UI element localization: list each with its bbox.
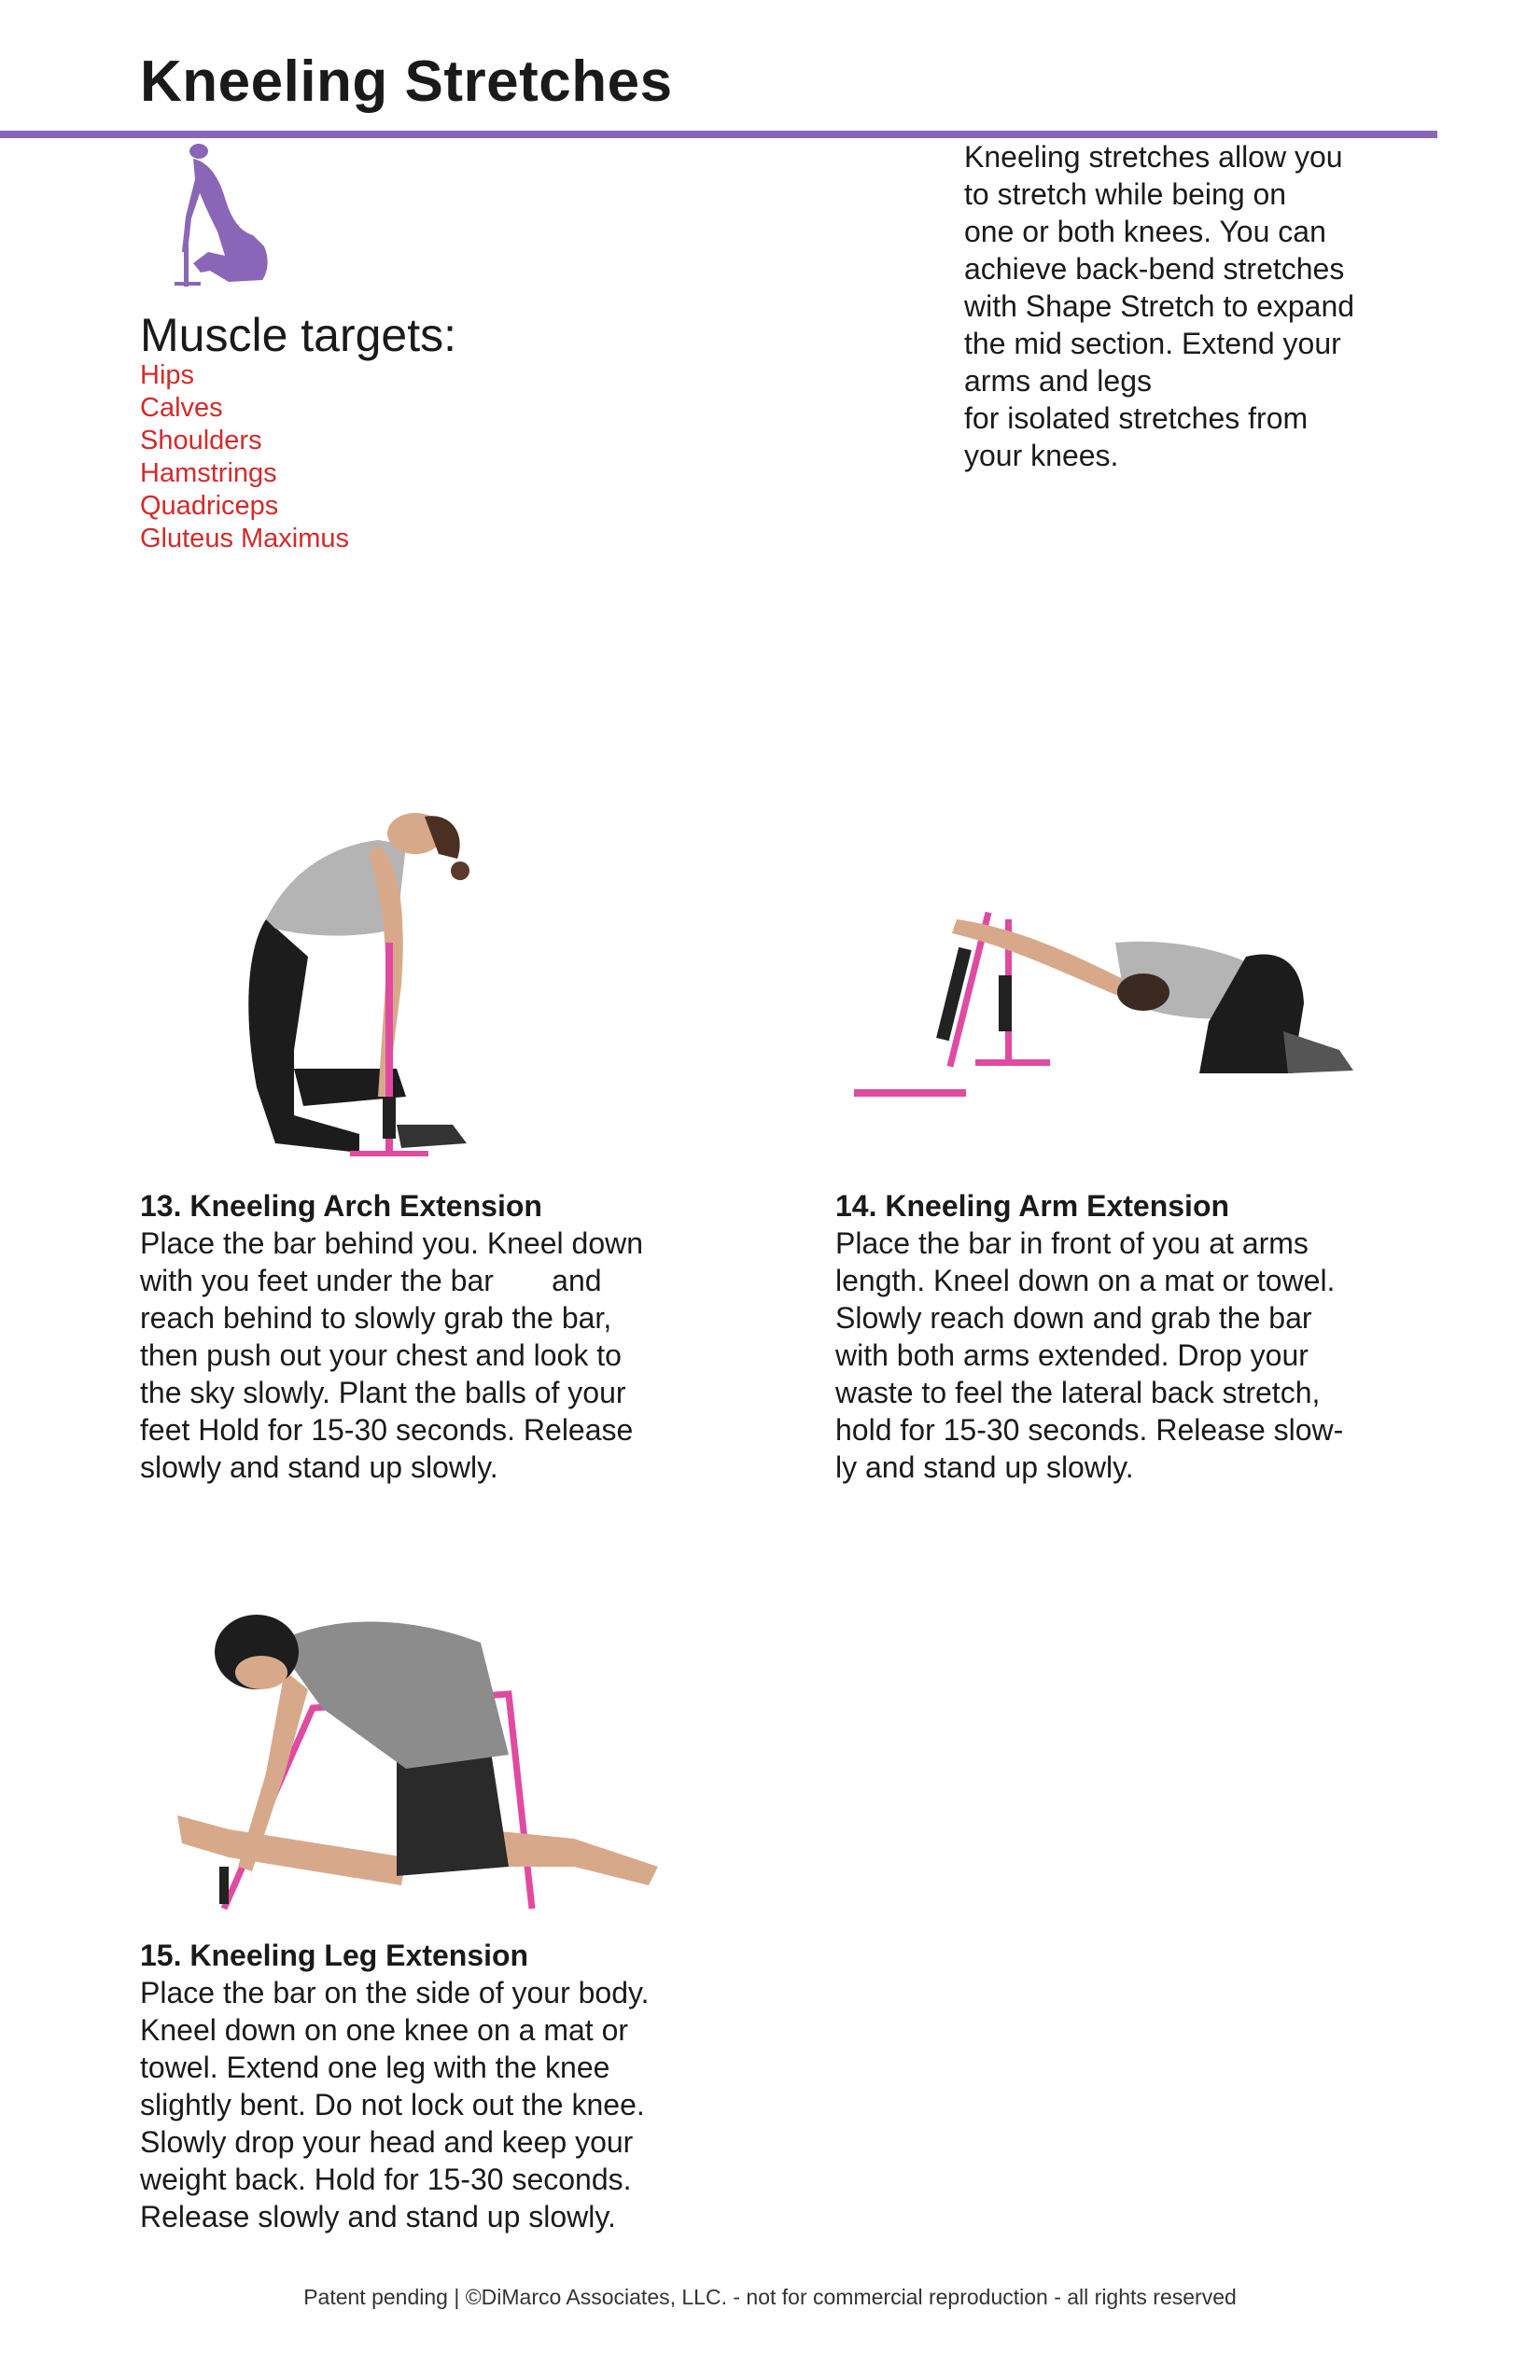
exercise-line: Slowly reach down and grab the bar	[835, 1301, 1312, 1335]
exercise-line: with both arms extended. Drop your	[835, 1338, 1309, 1372]
exercise-line: slowly and stand up slowly.	[140, 1450, 498, 1484]
exercise-line: the sky slowly. Plant the balls of your	[140, 1376, 626, 1409]
exercise-line: slightly bent. Do not lock out the knee.	[140, 2088, 645, 2121]
muscle-target: Shoulders	[140, 426, 262, 455]
exercise-heading: 13. Kneeling Arch Extension	[140, 1189, 542, 1223]
exercise-line: Place the bar behind you. Kneel down	[140, 1226, 644, 1260]
intro-line: to stretch while being on	[964, 177, 1287, 211]
intro-line: one or both knees. You can	[964, 215, 1326, 248]
kneeling-arch-extension-photo	[238, 789, 537, 1167]
muscle-target: Hamstrings	[140, 458, 277, 488]
exercise-line: Place the bar on the side of your body.	[140, 1976, 650, 2009]
muscle-target: Calves	[140, 393, 223, 423]
exercise-line: then push out your chest and look to	[140, 1338, 622, 1372]
kneeling-figure-icon	[173, 142, 275, 291]
exercise-line: weight back. Hold for 15-30 seconds.	[140, 2163, 632, 2196]
page-title: Kneeling Stretches	[140, 49, 673, 114]
intro-line: Kneeling stretches allow you	[964, 140, 1343, 174]
muscle-targets-list	[140, 359, 349, 555]
exercise-line: waste to feel the lateral back stretch,	[835, 1376, 1321, 1409]
intro-line: with Shape Stretch to expand	[964, 289, 1355, 323]
exercise-line: hold for 15-30 seconds. Release slow-	[835, 1413, 1344, 1447]
intro-line: achieve back-bend stretches	[964, 252, 1345, 286]
exercise-13-caption	[140, 1187, 700, 1486]
exercise-heading: 14. Kneeling Arm Extension	[835, 1189, 1230, 1223]
muscle-targets-heading: Muscle targets:	[140, 309, 457, 361]
intro-line: the mid section. Extend your	[964, 327, 1341, 360]
exercise-heading: 15. Kneeling Leg Extension	[140, 1939, 529, 1972]
exercise-14-caption	[835, 1187, 1414, 1486]
muscle-target: Quadriceps	[140, 491, 279, 521]
exercise-line: reach behind to slowly grab the bar,	[140, 1301, 612, 1335]
intro-line: for isolated stretches from	[964, 401, 1309, 435]
exercise-line: ly and stand up slowly.	[835, 1450, 1134, 1484]
footer-copyright: Patent pending | ©DiMarco Associates, LLC. - not for commercial reproduction - all rights reserved	[303, 2285, 1237, 2309]
intro-paragraph	[964, 138, 1421, 474]
exercise-line: towel. Extend one leg with the knee	[140, 2051, 610, 2084]
header-divider	[0, 131, 1437, 138]
intro-line: your knees.	[964, 439, 1119, 472]
muscle-target: Hips	[140, 360, 195, 390]
exercise-15-caption	[140, 1937, 719, 2235]
exercise-line: with you feet under the bar and	[140, 1264, 602, 1297]
kneeling-arm-extension-photo	[854, 891, 1391, 1106]
exercise-line: Slowly drop your head and keep your	[140, 2125, 634, 2159]
muscle-target: Gluteus Maximus	[140, 524, 350, 553]
exercise-line: feet Hold for 15-30 seconds. Release	[140, 1413, 634, 1447]
exercise-line: Kneel down on one knee on a mat or	[140, 2013, 629, 2047]
exercise-line: Place the bar in front of you at arms	[835, 1226, 1309, 1260]
exercise-line: length. Kneel down on a mat or towel.	[835, 1264, 1336, 1297]
exercise-line: Release slowly and stand up slowly.	[140, 2200, 616, 2233]
kneeling-leg-extension-photo	[173, 1587, 677, 1937]
intro-line: arms and legs	[964, 364, 1152, 398]
